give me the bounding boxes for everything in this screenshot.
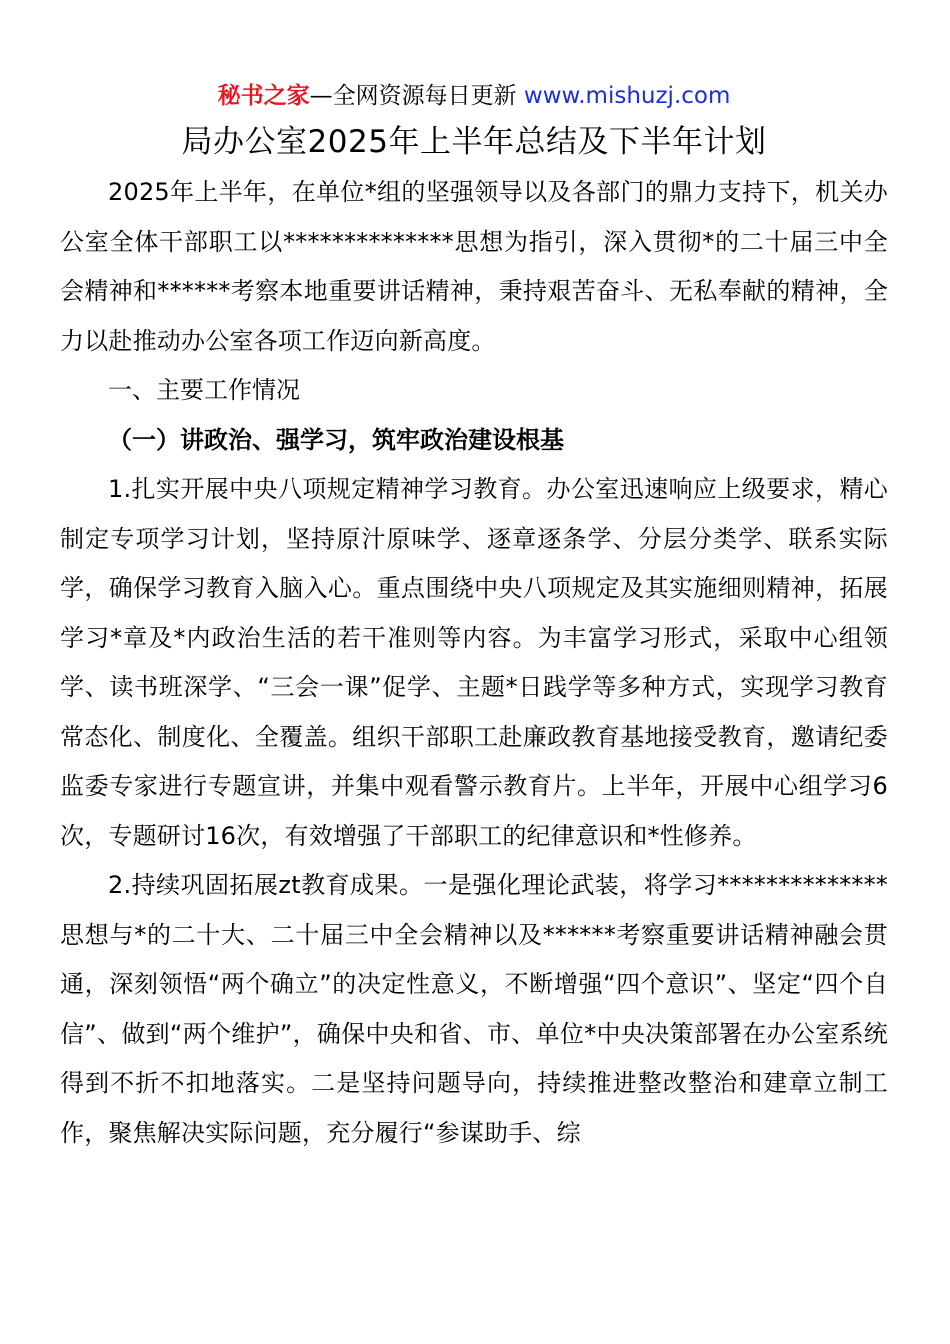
section-heading: 一、主要工作情况: [108, 376, 300, 404]
document-title: 局办公室2025年上半年总结及下半年计划: [181, 124, 767, 160]
intro-paragraph: 2025年上半年，在单位*组的坚强领导以及各部门的鼎力支持下，机关办公室全体干部职工以**************思想为指引，深入贯彻*的二十届三中全会精神和******考察本地重要讲话精神，秉持艰苦奋斗、无私奉献的精神，全力以赴推动办公室各项工作迈向新高度。: [60, 178, 888, 355]
brand-name: 秘书之家: [217, 83, 310, 109]
header-slogan: —全网资源每日更新: [309, 83, 524, 109]
paragraph-item-2: 2.持续巩固拓展zt教育成果。一是强化理论武装，将学习**************思想与*的二十大、二十届三中全会精神以及******考察重要讲话精神融会贯通，深刻领悟“两个确立”的决定性意义，不断增强“四个意识”、坚定“四个自信”、做到“两个维护”，确保中央和省、市、单位*中央决策部署在办公室系统得到不折不扣地落实。二是坚持问题导向，持续推进整改整治和建章立制工作，聚焦解决实际问题，充分履行“参谋助手、综: [60, 871, 888, 1147]
paragraph-item-1: 1.扎实开展中央八项规定精神学习教育。办公室迅速响应上级要求，精心制定专项学习计划，坚持原汁原味学、逐章逐条学、分层分类学、联系实际学，确保学习教育入脑入心。重点围绕中央八项规定及其实施细则精神，拓展学习*章及*内政治生活的若干准则等内容。为丰富学习形式，采取中心组领学、读书班深学、“三会一课”促学、主题*日践学等多种方式，实现学习教育常态化、制度化、全覆盖。组织干部职工赴廉政教育基地接受教育，邀请纪委监委专家进行专题宣讲，并集中观看警示教育片。上半年，开展中心组学习6次，专题研讨16次，有效增强了干部职工的纪律意识和*性修养。: [60, 475, 888, 850]
header-url[interactable]: www.mishuzj.com: [523, 83, 731, 109]
subsection-heading: （一）讲政治、强学习，筑牢政治建设根基: [108, 425, 564, 454]
site-header: [60, 80, 888, 112]
